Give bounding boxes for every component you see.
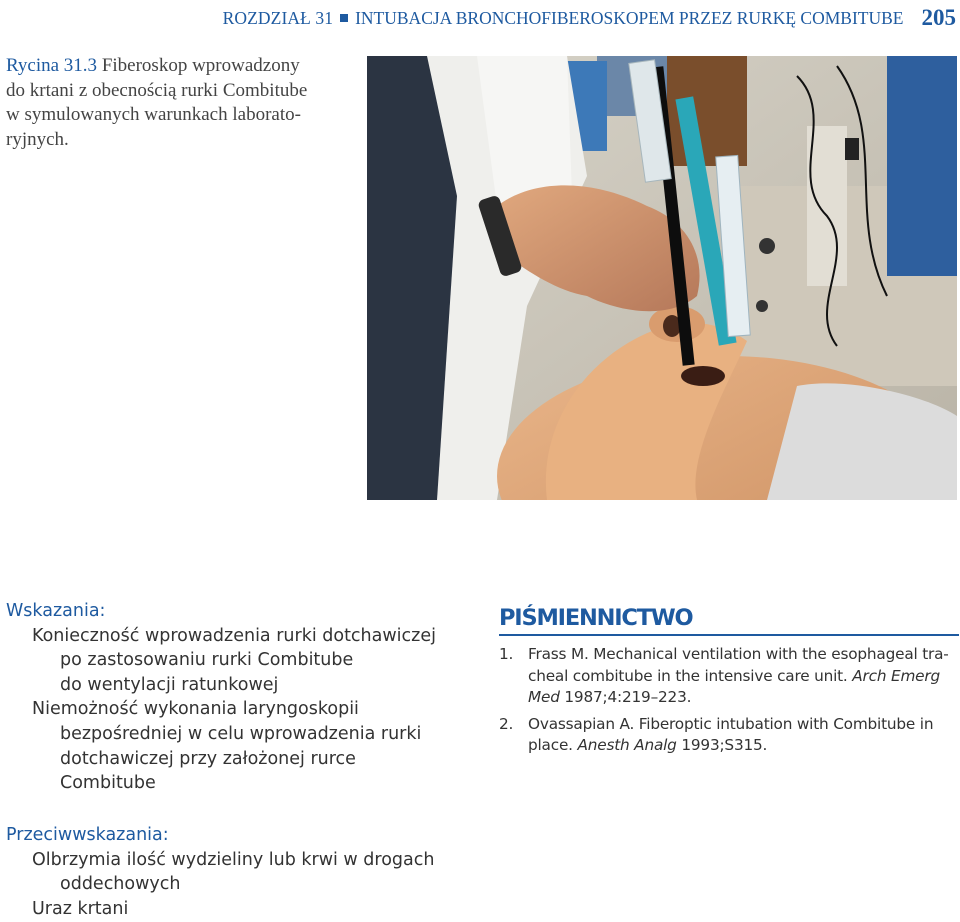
caption-line: ryjnych. [6,128,69,150]
page-number: 205 [921,5,956,30]
indications-heading: Wskazania: [6,601,106,621]
caption-line: do krtani z obecnością rurki Combitube [6,79,308,101]
reference-text: cheal combitube in the intensive care unit. [528,666,853,685]
reference-text: Frass M. Mechanical ventilation with the esophageal tra- [528,645,949,663]
reference-number: 1. [499,645,514,663]
square-bullet-icon [340,14,348,22]
reference-line [528,666,959,688]
references-list [499,644,959,757]
list-item: Konieczność wprowadzenia rurki dotchawiczej [32,625,436,646]
list-item: Olbrzymia ilość wydzieliny lub krwi w drogach [32,849,435,870]
reference-line [528,714,959,736]
contraindications-section [6,823,476,921]
journal-title: Med [528,688,560,706]
contraindications-heading: Przeciwwskazania: [6,825,169,845]
list-item: Niemożność wykonania laryngoskopii [32,699,359,720]
list-item-continuation: dotchawiczej przy założonej rurce [60,748,356,769]
caption-line: w symulowanych warunkach laborato- [6,104,301,125]
reference-line [528,687,959,709]
reference-item [499,644,959,709]
indications-section [6,599,476,796]
figure-photo [367,56,957,500]
reference-item [499,714,959,757]
caption-line: Fiberoskop wprowadzony [101,55,300,76]
fiberscope-intubation-photo [367,56,957,500]
journal-title: Arch Emerg [852,666,940,685]
list-item-continuation: Combitube [60,773,156,794]
reference-line [528,735,959,757]
chapter-title: INTUBACJA BRONCHOFIBEROSKOPEM PRZEZ RURKĘ COMBITUBE [355,7,904,28]
figure-label: Rycina 31.3 [6,55,98,76]
reference-number: 2. [499,714,514,733]
running-header [223,4,956,32]
list-item: Uraz krtani [32,898,129,919]
reference-text: 1987;4:219–223. [559,688,692,706]
figure-caption [6,54,358,152]
reference-text: place. [528,736,578,754]
list-item-continuation: po zastosowaniu rurki Combitube [60,650,354,671]
chapter-label: ROZDZIAŁ 31 [222,7,334,28]
reference-text: Ovassapian A. Fiberoptic intubation with Combitube in [528,714,934,733]
list-item-continuation: do wentylacji ratunkowej [60,674,279,695]
list-item-continuation: bezpośredniej w celu wprowadzenia rurki [60,723,422,744]
reference-text: 1993;S315. [676,736,768,754]
reference-line [528,644,959,666]
journal-title: Anesth Analg [577,736,677,754]
list-item-continuation: oddechowych [60,874,181,895]
references-heading: PIŚMIENNICTWO [499,603,959,636]
references-section [499,603,959,762]
